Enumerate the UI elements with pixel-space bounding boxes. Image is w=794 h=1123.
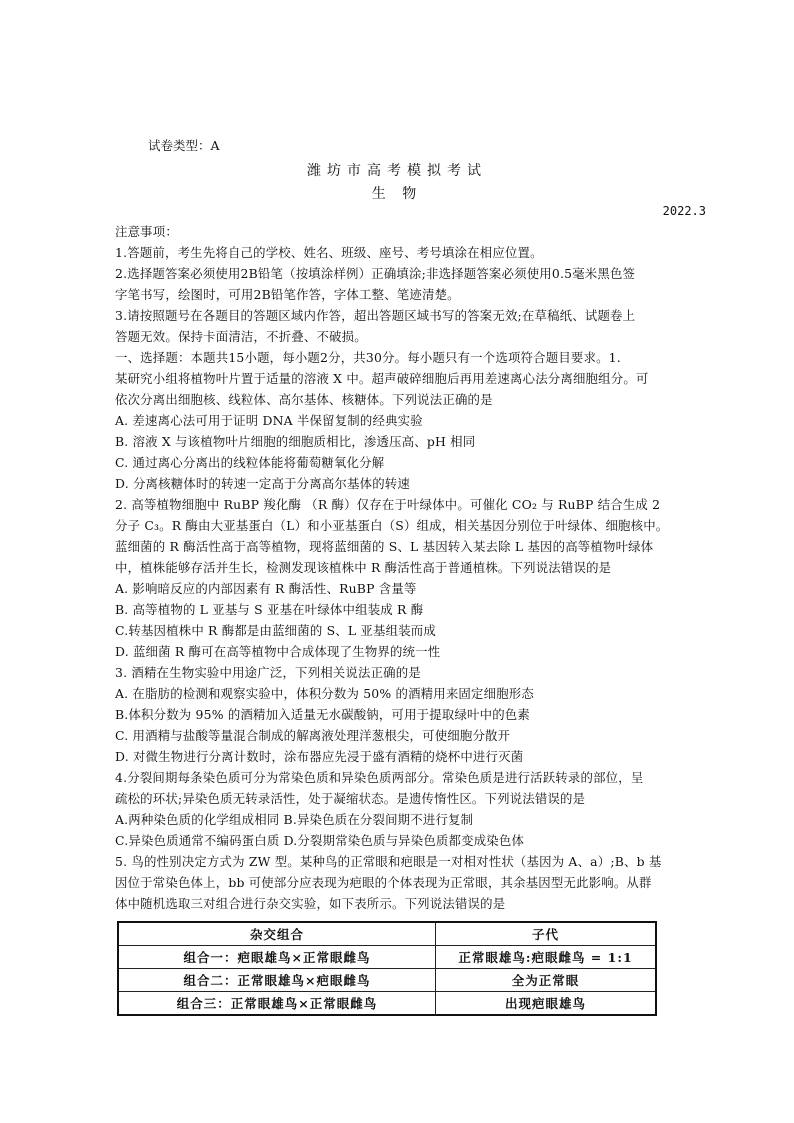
text-line: 体中随机选取三对组合进行杂交实验，如下表所示。下列说法错误的是 (115, 896, 506, 911)
option-line: A.两种染色质的化学组成相同 B.异染色质在分裂间期不进行复制 (115, 812, 474, 827)
option-line: D. 对微生物进行分离计数时，涂布器应先浸于盛有酒精的烧杯中进行灭菌 (115, 749, 524, 764)
option-line: D. 分离核糖体时的转速一定高于分离高尔基体的转速 (115, 476, 410, 491)
text-line: 某研究小组将植物叶片置于适量的溶液 X 中。超声破碎细胞后再用差速离心法分离细胞组分。可 (115, 371, 649, 386)
text-line: 3.请按照题号在各题目的答题区域内作答，超出答题区域书写的答案无效;在草稿纸、试题卷上 (115, 308, 636, 323)
table-cell: 出现疤眼雄鸟 (436, 992, 657, 1016)
text-line: 疏松的环状;异染色质无转录活性，处于凝缩状态。是遗传惰性区。下列说法错误的是 (115, 791, 586, 806)
text-line: 2.选择题答案必须使用2B铅笔（按填涂样例）正确填涂;非选择题答案必须使用0.5毫米黑色签 (115, 266, 636, 281)
text-line: 中，植株能够存活并生长，检测发现该植株中 R 酶活性高于普通植株。下列说法错误的是 (115, 560, 612, 575)
text-line: 字笔书写，绘图时，可用2B铅笔作答，字体工整、笔迹清楚。 (115, 287, 460, 302)
text-line: 3. 酒精在生物实验中用途广泛，下列相关说法正确的是 (115, 665, 421, 680)
text-line: 蓝细菌的 R 酶活性高于高等植物，现将蓝细菌的 S、L 基因转入某去除 L 基因的高等植物叶绿体 (115, 539, 654, 554)
table-header-row (118, 922, 656, 946)
text-line: 1.答题前，考生先将自己的学校、姓名、班级、座号、考号填涂在相应位置。 (115, 245, 543, 260)
table-header-cell: 杂交组合 (118, 922, 436, 946)
table-row (118, 992, 656, 1016)
text-line: 4.分裂间期每条染色质可分为常染色质和异染色质两部分。常染色质是进行活跃转录的部位，呈 (115, 770, 644, 785)
option-line: A. 影响暗反应的内部因素有 R 酶活性、RuBP 含量等 (115, 581, 417, 596)
text-line: 依次分离出细胞核、线粒体、高尔基体、核糖体。下列说法正确的是 (115, 392, 493, 407)
table-cell: 正常眼雄鸟:疤眼雌鸟 = 1:1 (436, 946, 657, 969)
paper-type: 试卷类型：A (148, 138, 220, 153)
subject-title: 生 物 (371, 186, 423, 202)
cross-results-table (117, 921, 657, 1016)
option-line: C.转基因植株中 R 酶都是由蓝细菌的 S、L 亚基组装而成 (115, 623, 436, 638)
exam-title: 潍坊市高考模拟考试 (307, 163, 487, 179)
text-line: 答题无效。保持卡面清洁，不折叠、不破损。 (115, 329, 367, 344)
table-cell: 组合二：正常眼雄鸟×疤眼雌鸟 (118, 969, 436, 992)
text-line: 一、选择题：本题共15小题，每小题2分，共30分。每小题只有一个选项符合题目要求。1. (115, 350, 621, 365)
exam-date: 2022.3 (662, 204, 706, 218)
table-row (118, 946, 656, 969)
text-line: 5. 鸟的性别决定方式为 ZW 型。某种鸟的正常眼和疤眼是一对相对性状（基因为 A、a）;B、b 基 (115, 854, 662, 869)
table-cell: 全为正常眼 (436, 969, 657, 992)
option-line: B. 溶液 X 与该植物叶片细胞的细胞质相比，渗透压高、pH 相同 (115, 434, 476, 449)
option-line: B.体积分数为 95% 的酒精加入适量无水碳酸钠，可用于提取绿叶中的色素 (115, 707, 530, 722)
option-line: C. 通过离心分离出的线粒体能将葡萄糖氧化分解 (115, 455, 385, 470)
option-line: A. 在脂肪的检测和观察实验中，体积分数为 50% 的酒精用来固定细胞形态 (115, 686, 534, 701)
text-line: 分子 C₃。R 酶由大亚基蛋白（L）和小亚基蛋白（S）组成，相关基因分别位于叶绿体、细胞核中。 (115, 518, 669, 533)
option-line: C.异染色质通常不编码蛋白质 D.分裂期常染色质与异染色质都变成染色体 (115, 833, 525, 848)
text-line: 注意事项： (115, 224, 178, 239)
table-cell: 组合一：疤眼雄鸟×正常眼雌鸟 (118, 946, 436, 969)
option-line: C. 用酒精与盐酸等量混合制成的解离液处理洋葱根尖，可使细胞分散开 (115, 728, 511, 743)
text-line: 2. 高等植物细胞中 RuBP 羧化酶 （R 酶）仅存在于叶绿体中。可催化 CO₂ 与 RuBP 结合生成 2 (115, 497, 661, 512)
table-cell: 组合三：正常眼雄鸟×正常眼雌鸟 (118, 992, 436, 1016)
table-header-cell: 子代 (436, 922, 657, 946)
text-line: 因位于常染色体上，bb 可使部分应表现为疤眼的个体表现为正常眼，其余基因型无此影响。从群 (115, 875, 652, 890)
option-line: B. 高等植物的 L 亚基与 S 亚基在叶绿体中组装成 R 酶 (115, 602, 424, 617)
option-line: A. 差速离心法可用于证明 DNA 半保留复制的经典实验 (115, 413, 423, 428)
option-line: D. 蓝细菌 R 酶可在高等植物中合成体现了生物界的统一性 (115, 644, 441, 659)
table-row (118, 969, 656, 992)
